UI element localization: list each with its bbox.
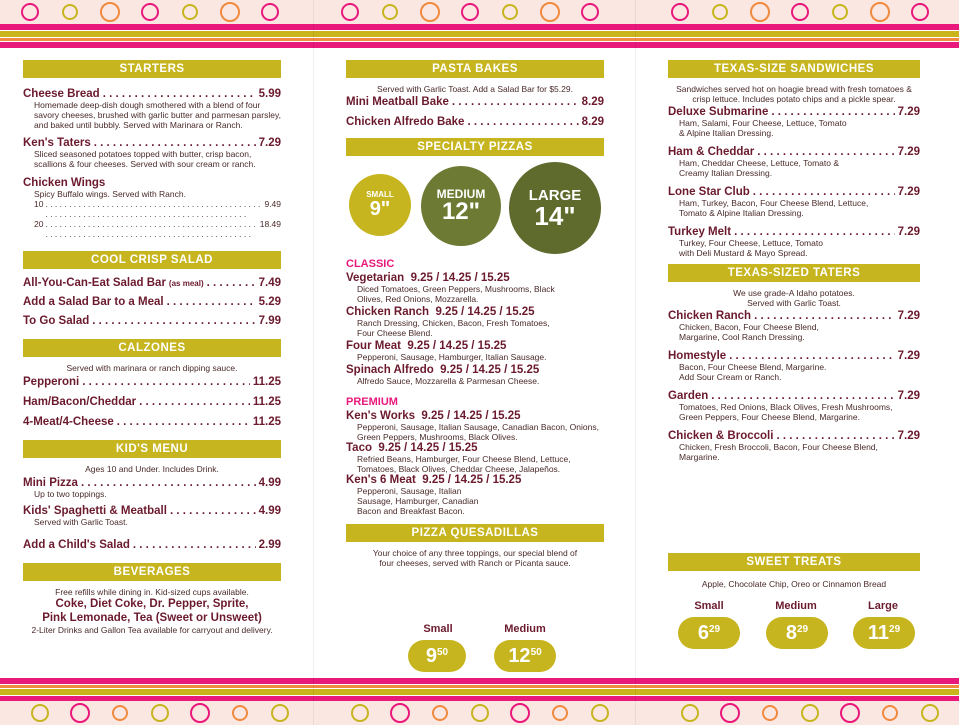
veggie-pattern-strip xyxy=(0,0,959,24)
item-name: Ken's Taters xyxy=(23,137,91,149)
wing-option: 10 . . . 9.49 xyxy=(34,199,281,219)
panel-fold xyxy=(313,0,314,725)
size-label: Small xyxy=(423,623,453,635)
pizza-item: Ken's 6 Meat 9.25 / 14.25 / 15.25 Pepperoni, Sausage, Italian Sausage, Hamburger, Canadian Bacon and Breakfast Bacon. xyxy=(346,474,522,516)
pizza-item: Chicken Ranch 9.25 / 14.25 / 15.25 Ranch Dressing, Chicken, Bacon, Fresh Tomatoes, Four Cheese Blend. xyxy=(346,306,550,338)
pizza-item: Taco 9.25 / 14.25 / 15.25 Refried Beans, Hamburger, Four Cheese Blend, Lettuce, Tomatoes, Black Olives, Cheddar Cheese, Jalapeños. xyxy=(346,442,571,474)
treats-header: SWEET TREATS xyxy=(668,553,920,571)
treat-price-small: 6 $^{29}$ xyxy=(678,617,740,649)
size-small-circle: SMALL 9" xyxy=(349,174,411,236)
beverages-footer: 2-Liter Drinks and Gallon Tea available for carryout and delivery. xyxy=(31,625,273,635)
menu-item: Chicken & Broccoli . . . 7.29 Chicken, Fresh Broccoli, Bacon, Four Cheese Blend, Margarine. xyxy=(668,430,920,462)
sandwiches-note: Sandwiches served hot on hoagie bread with fresh tomatoes & crisp lettuce. Includes potato chips and a pickle spear. xyxy=(676,84,912,104)
menu-item: Homestyle . . . 7.29 Bacon, Four Cheese Blend, Margarine. Add Sour Cream or Ranch. xyxy=(668,350,920,382)
size-label: Large xyxy=(868,600,898,612)
menu-item: Add a Salad Bar to a Meal . . . 5.29 xyxy=(23,296,281,308)
menu-item: Turkey Melt . . . 7.29 Turkey, Four Cheese, Lettuce, Tomato with Deli Mustard & Mayo Spread. xyxy=(668,226,920,258)
pasta-note: Served with Garlic Toast. Add a Salad Bar for $5.29. xyxy=(377,84,573,94)
menu-item: Mini Meatball Bake . . . 8.29 xyxy=(346,96,604,108)
panel-fold xyxy=(635,0,636,725)
size-label: Small xyxy=(694,600,724,612)
middle-panel xyxy=(346,60,604,568)
quesadilla-price-small: 9 $^{50}$ xyxy=(408,640,466,672)
menu-item: Kids' Spaghetti & Meatball . . . 4.99 Served with Garlic Toast. xyxy=(23,505,281,527)
menu-item: Pepperoni . . . 11.25 xyxy=(23,376,281,388)
treat-price-large: 11 $^{29}$ xyxy=(853,617,915,649)
specialty-header: SPECIALTY PIZZAS xyxy=(346,138,604,156)
menu-item xyxy=(23,137,281,169)
wing-option: 20 . . . 18.49 xyxy=(34,219,281,239)
pizza-size-circles xyxy=(346,162,604,246)
treat-price-medium: 8 $^{29}$ xyxy=(766,617,828,649)
veggie-pattern-art xyxy=(0,0,959,24)
premium-label: PREMIUM xyxy=(346,396,398,408)
quesadillas-header: PIZZA QUESADILLAS xyxy=(346,524,604,542)
item-desc: Spicy Buffalo wings. Served with Ranch. xyxy=(34,189,186,199)
size-label: Medium xyxy=(504,623,546,635)
quesadilla-price-medium: 12 $^{50}$ xyxy=(494,640,556,672)
menu-item: To Go Salad . . . 7.99 xyxy=(23,315,281,327)
calzones-note: Served with marinara or ranch dipping sauce. xyxy=(66,363,238,373)
drink-list: Coke, Diet Coke, Dr. Pepper, Sprite, xyxy=(55,598,249,610)
starters-header: STARTERS xyxy=(23,60,281,78)
quesadillas-note: Your choice of any three toppings, our special blend of four cheeses, served with Ranch or Picanta sauce. xyxy=(372,548,578,568)
menu-item: Add a Child's Salad . . . 2.99 xyxy=(23,539,281,551)
menu-item: Chicken Ranch . . . 7.29 Chicken, Bacon, Four Cheese Blend, Margarine, Cool Ranch Dressing. xyxy=(668,310,920,342)
menu-item: Ham & Cheddar . . . 7.29 Ham, Cheddar Cheese, Lettuce, Tomato & Creamy Italian Dressing. xyxy=(668,146,920,178)
item-desc: Homemade deep-dish dough smothered with a blend of four savory cheeses, brushed with garlic butter and parmesan parsley, and baked until bubbly. Served with Marinara or Ranch. xyxy=(34,100,281,130)
beverages-header: BEVERAGES xyxy=(23,563,281,581)
menu-item: Deluxe Submarine . . . 7.29 Ham, Salami, Four Cheese, Lettuce, Tomato & Alpine Italian Dressing. xyxy=(668,106,920,138)
size-large-circle: LARGE 14" xyxy=(509,162,601,254)
bottom-decorative-border xyxy=(0,676,959,725)
item-price: 7.29 xyxy=(258,137,281,149)
item-name: Chicken Wings xyxy=(23,177,106,189)
item-name: Cheese Bread xyxy=(23,88,100,100)
item-desc: Sliced seasoned potatoes topped with butter, crisp bacon, scallions & four cheeses. Served with sour cream or ranch. xyxy=(34,149,256,169)
kids-header: KID'S MENU xyxy=(23,440,281,458)
salad-header: COOL CRISP SALAD xyxy=(23,251,281,269)
taters-note: We use grade-A Idaho potatoes. Served with Garlic Toast. xyxy=(733,288,855,308)
veggie-pattern-strip xyxy=(0,701,959,725)
left-panel xyxy=(23,60,281,635)
pasta-header: PASTA BAKES xyxy=(346,60,604,78)
veggie-pattern-art xyxy=(0,701,959,725)
pizza-item: Ken's Works 9.25 / 14.25 / 15.25 Pepperoni, Sausage, Italian Sausage, Canadian Bacon, Onions, Green Peppers, Mushrooms, Black Olives. xyxy=(346,410,599,442)
menu-item: 4-Meat/4-Cheese . . . 11.25 xyxy=(23,416,281,428)
treats-note: Apple, Chocolate Chip, Oreo or Cinnamon Bread xyxy=(701,579,887,589)
menu-item: Mini Pizza . . . 4.99 Up to two toppings. xyxy=(23,477,281,499)
drink-list: Pink Lemonade, Tea (Sweet or Unsweet) xyxy=(42,612,262,624)
classic-label: CLASSIC xyxy=(346,258,395,270)
right-panel xyxy=(668,60,920,462)
pizza-item: Vegetarian 9.25 / 14.25 / 15.25 Diced Tomatoes, Green Peppers, Mushrooms, Black Olives, Red Onions, Mozzarella. xyxy=(346,272,555,304)
item-price: 5.99 xyxy=(258,88,281,100)
calzones-header: CALZONES xyxy=(23,339,281,357)
size-label: Medium xyxy=(775,600,817,612)
menu-item xyxy=(23,177,281,239)
menu-item: All-You-Can-Eat Salad Bar (as meal) . . . 7.49 xyxy=(23,277,281,289)
beverages-note: Free refills while dining in. Kid-sized cups available. xyxy=(55,587,249,597)
menu-item: Lone Star Club . . . 7.29 Ham, Turkey, Bacon, Four Cheese Blend, Lettuce, Tomato & Alpine Italian Dressing. xyxy=(668,186,920,218)
size-medium-circle: MEDIUM 12" xyxy=(421,166,501,246)
pizza-item: Spinach Alfredo 9.25 / 14.25 / 15.25 Alfredo Sauce, Mozzarella & Parmesan Cheese. xyxy=(346,364,540,386)
pizza-item: Four Meat 9.25 / 14.25 / 15.25 Pepperoni, Sausage, Hamburger, Italian Sausage. xyxy=(346,340,547,362)
menu-item: Ham/Bacon/Cheddar . . . 11.25 xyxy=(23,396,281,408)
menu-item xyxy=(23,88,281,130)
kids-note: Ages 10 and Under. Includes Drink. xyxy=(85,464,219,474)
top-decorative-border xyxy=(0,0,959,50)
menu-item: Garden . . . 7.29 Tomatoes, Red Onions, Black Olives, Fresh Mushrooms, Green Peppers, Four Cheese Blend, Margarine. xyxy=(668,390,920,422)
menu-item: Chicken Alfredo Bake . . . 8.29 xyxy=(346,116,604,128)
sandwiches-header: TEXAS-SIZE SANDWICHES xyxy=(668,60,920,78)
taters-header: TEXAS-SIZED TATERS xyxy=(668,264,920,282)
